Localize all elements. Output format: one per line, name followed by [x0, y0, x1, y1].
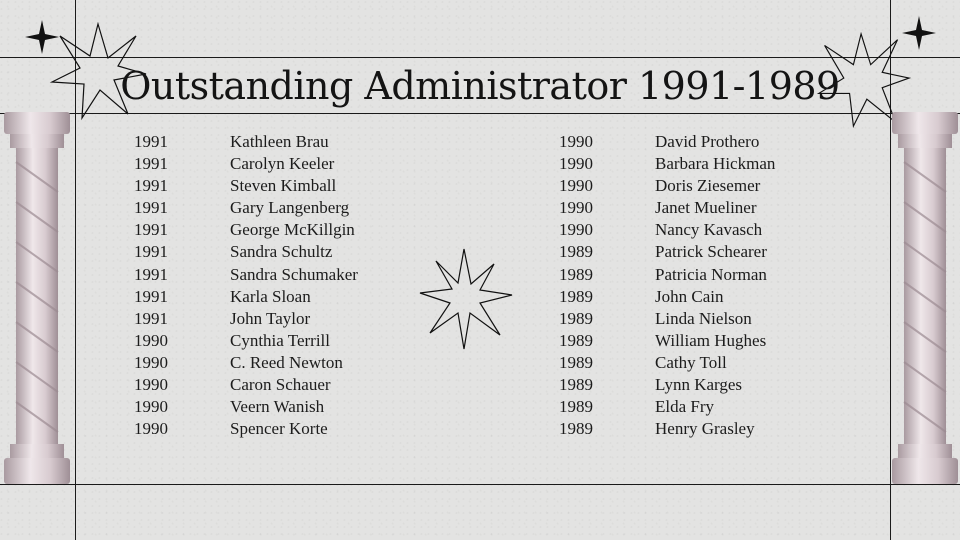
awardee-name: Steven Kimball [230, 176, 337, 196]
list-item [134, 330, 358, 352]
award-year: 1989 [559, 397, 593, 417]
awardee-name: Barbara Hickman [655, 154, 776, 174]
awardee-name: Patricia Norman [655, 264, 767, 284]
list-item [559, 131, 775, 153]
award-year: 1991 [134, 176, 168, 196]
award-year: 1990 [559, 198, 593, 218]
list-item [559, 153, 775, 175]
list-item [134, 352, 358, 374]
list-item [559, 330, 775, 352]
award-year: 1989 [559, 352, 593, 372]
award-year: 1991 [134, 242, 168, 262]
award-year: 1990 [559, 176, 593, 196]
awardee-name: Kathleen Brau [230, 132, 329, 151]
awardee-name: Sandra Schumaker [230, 264, 358, 284]
list-item [134, 219, 358, 241]
list-item [134, 175, 358, 197]
award-year: 1991 [134, 132, 168, 151]
list-item [559, 352, 775, 374]
list-item [559, 219, 775, 241]
starburst-icon-center [418, 247, 514, 351]
list-item [559, 396, 775, 418]
award-year: 1991 [134, 198, 168, 218]
list-item [134, 131, 358, 153]
awardee-name: Patrick Schearer [655, 242, 767, 262]
column-pillar-left [2, 112, 72, 484]
list-item [134, 374, 358, 396]
list-item [559, 418, 775, 440]
awardee-name: Janet Mueliner [655, 198, 757, 218]
award-year: 1990 [134, 330, 168, 350]
list-item [134, 286, 358, 308]
list-item [559, 241, 775, 263]
awardee-list-left [134, 131, 358, 440]
list-item [559, 374, 775, 396]
award-year: 1990 [559, 220, 593, 240]
awardee-name: Carolyn Keeler [230, 154, 335, 174]
awardee-name: Sandra Schultz [230, 242, 333, 262]
award-year: 1989 [559, 308, 593, 328]
awardee-name: Cathy Toll [655, 352, 727, 372]
awardee-list-right [559, 131, 775, 440]
award-year: 1991 [134, 286, 168, 306]
bottom-rule [0, 484, 960, 485]
award-year: 1990 [559, 132, 593, 151]
list-item [134, 396, 358, 418]
award-year: 1991 [134, 154, 168, 174]
list-item [559, 175, 775, 197]
award-year: 1989 [559, 330, 593, 350]
list-item [134, 241, 358, 263]
list-item [559, 264, 775, 286]
award-year: 1990 [134, 375, 168, 395]
awardee-name: Cynthia Terrill [230, 330, 331, 350]
list-item [134, 418, 358, 440]
award-year: 1991 [134, 264, 168, 284]
award-year: 1989 [559, 286, 593, 306]
awardee-name: Elda Fry [655, 397, 715, 417]
page-title: Outstanding Administrator 1991-1989 [120, 64, 840, 108]
award-year: 1990 [134, 352, 168, 372]
awardee-name: John Taylor [230, 308, 311, 328]
awardee-name: William Hughes [655, 330, 767, 350]
awardee-name: Karla Sloan [230, 286, 311, 306]
awardee-name: George McKillgin [230, 220, 355, 240]
award-year: 1989 [559, 242, 593, 262]
list-item [134, 197, 358, 219]
awardee-name: Henry Grasley [655, 419, 755, 439]
awardee-name: Doris Ziesemer [655, 176, 761, 196]
award-year: 1991 [134, 220, 168, 240]
award-year: 1990 [134, 397, 168, 417]
award-year: 1990 [559, 154, 593, 174]
awardee-name: Lynn Karges [655, 375, 743, 395]
awardee-name: Linda Nielson [655, 308, 752, 328]
list-item [134, 308, 358, 330]
column-pillar-right [890, 112, 960, 484]
awardee-name: Nancy Kavasch [655, 220, 763, 240]
list-item [559, 308, 775, 330]
awardee-name: Spencer Korte [230, 419, 328, 439]
list-item [134, 153, 358, 175]
award-year: 1990 [134, 419, 168, 439]
award-year: 1989 [559, 375, 593, 395]
award-year: 1989 [559, 264, 593, 284]
awardee-name: Caron Schauer [230, 375, 331, 395]
list-item [559, 197, 775, 219]
awardee-name: John Cain [655, 286, 724, 306]
award-year: 1991 [134, 308, 168, 328]
award-year: 1989 [559, 419, 593, 439]
list-item [134, 264, 358, 286]
awardee-name: David Prothero [655, 132, 760, 151]
awardee-name: C. Reed Newton [230, 352, 343, 372]
list-item [559, 286, 775, 308]
awardee-name: Gary Langenberg [230, 198, 350, 218]
awardee-name: Veern Wanish [230, 397, 325, 417]
